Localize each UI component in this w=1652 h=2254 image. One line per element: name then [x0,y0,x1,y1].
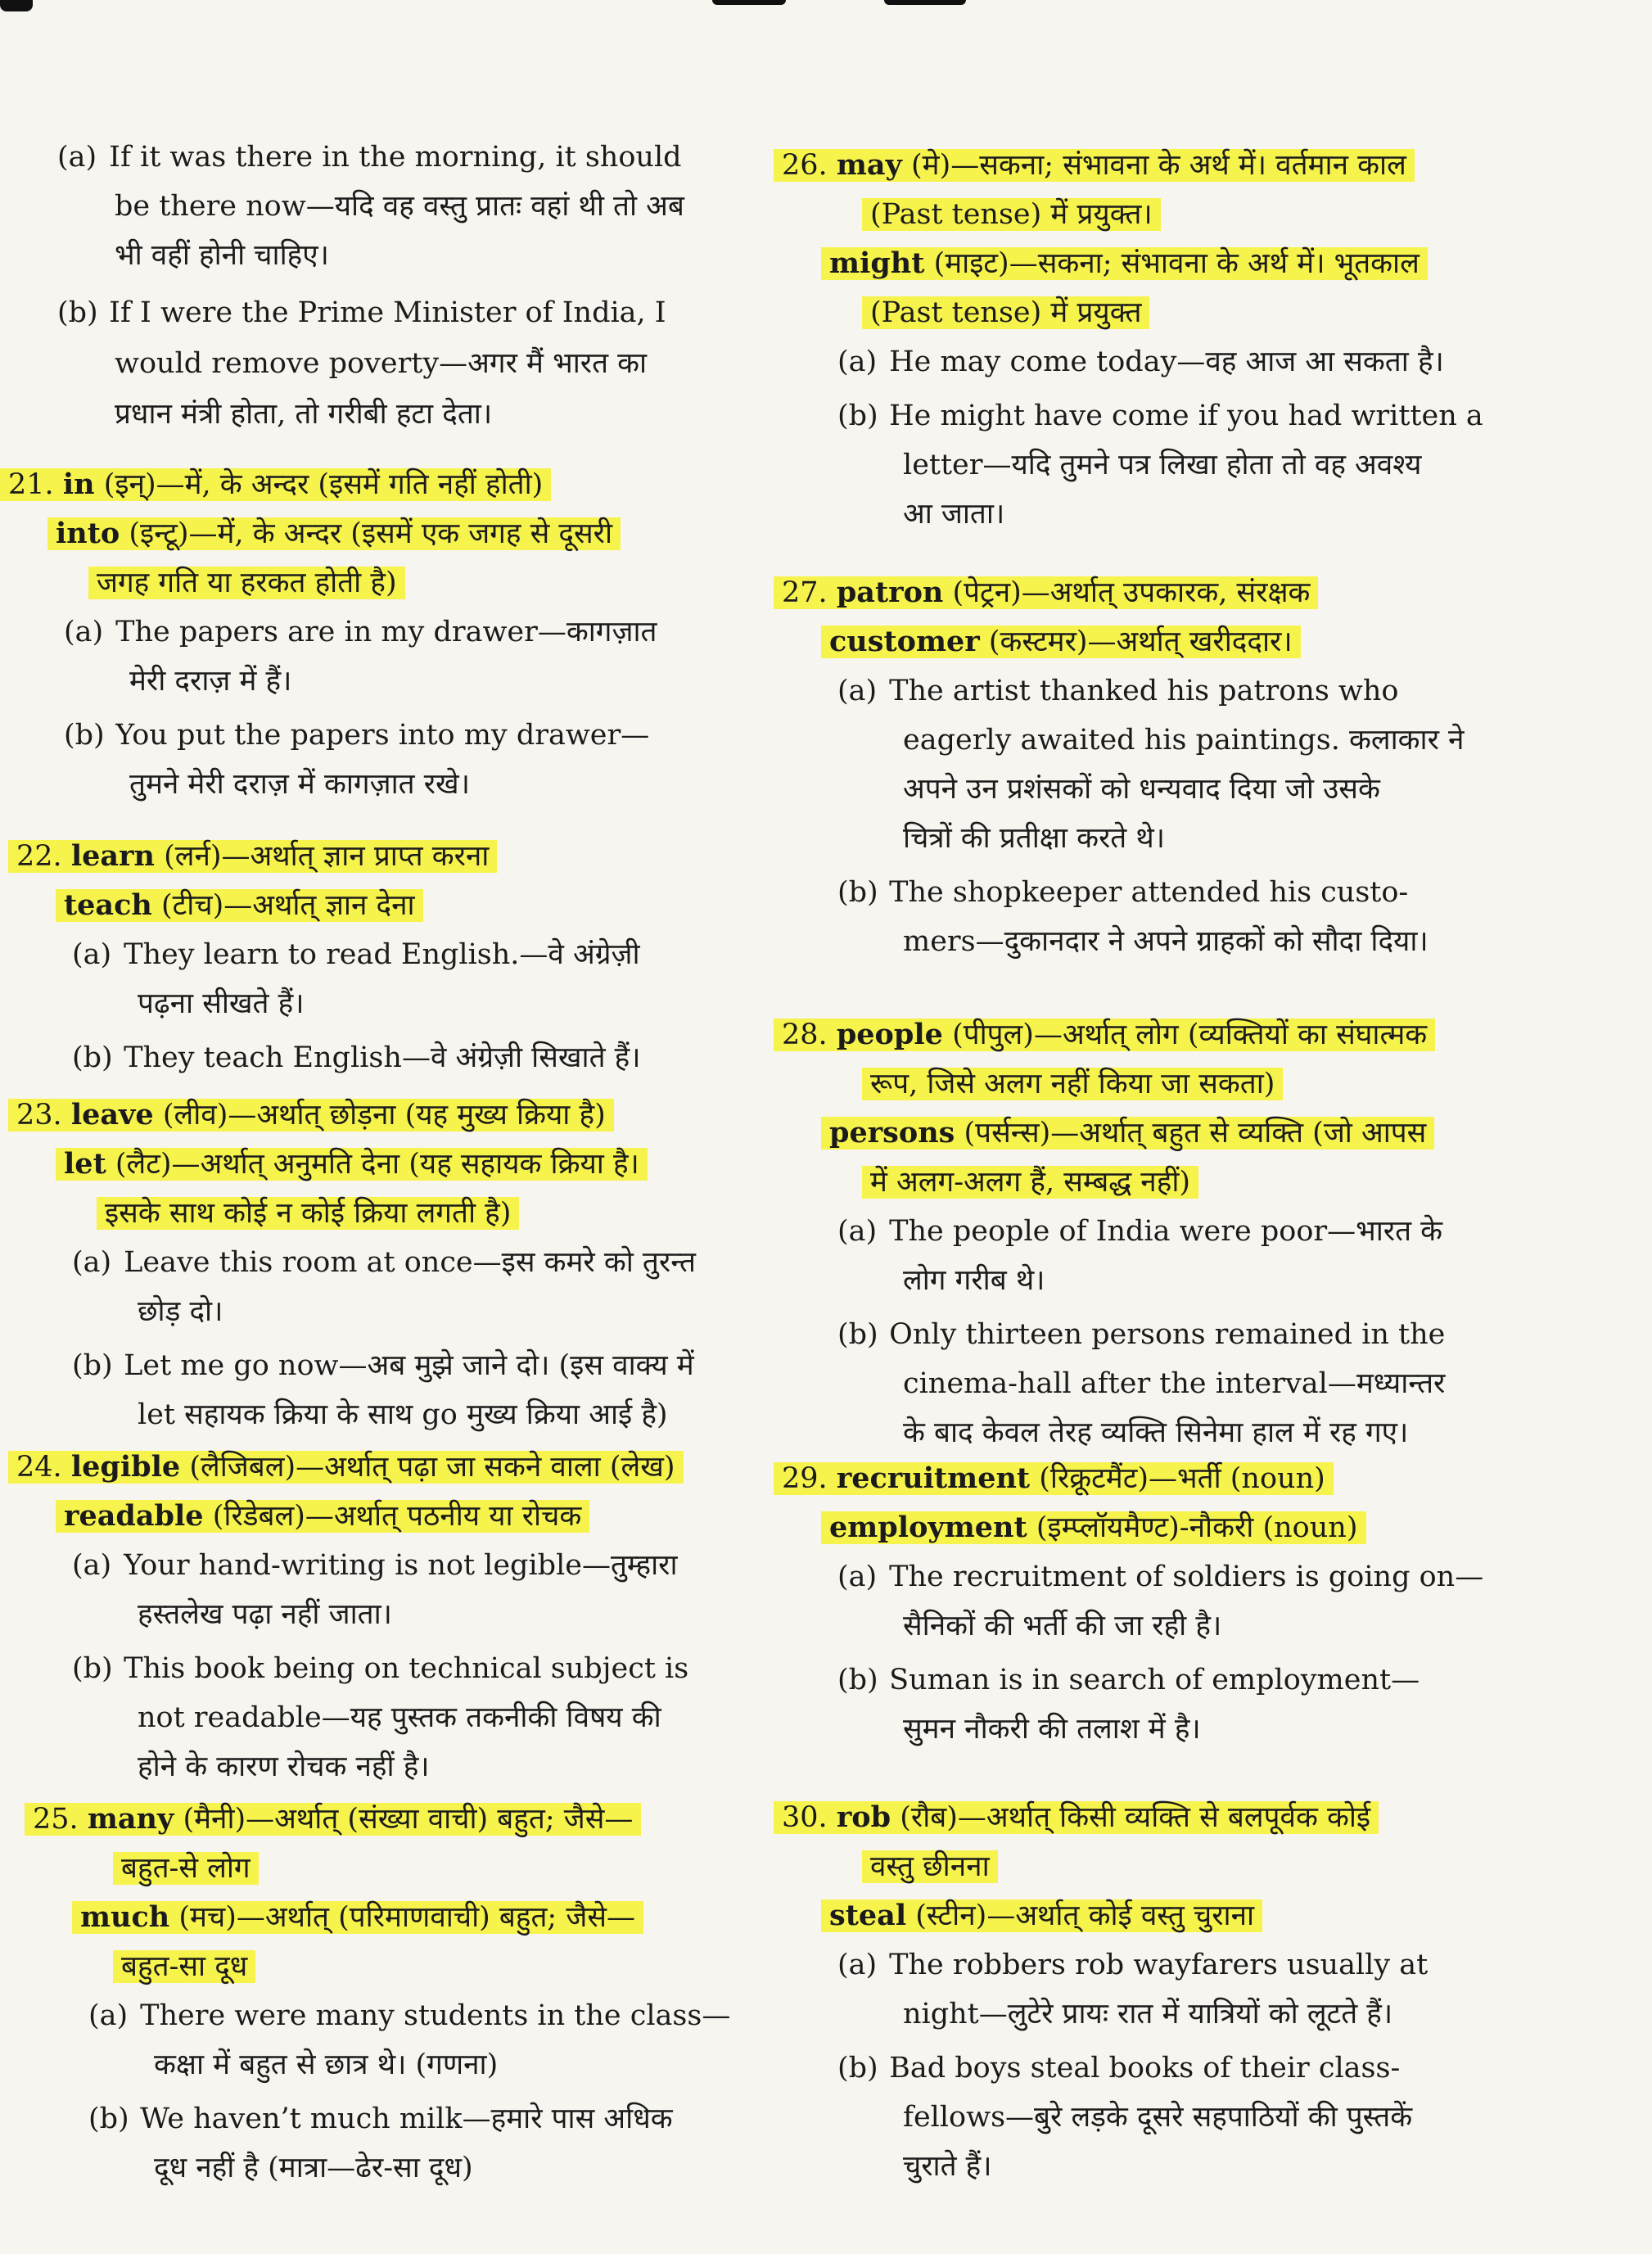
example-text: चुराते हैं। [903,2150,992,2183]
example-text: अपने उन प्रशंसकों को धन्यवाद दिया जो उसके [903,773,1380,806]
entry-line [121,1947,255,1986]
term-word: persons [829,1116,955,1150]
example-label: (a) [837,1561,878,1593]
term-meaning-cont: (Past tense) में प्रयुक्त। [862,198,1161,231]
term-meaning-cont: वस्तु छीनना [862,1850,998,1883]
example-text: He may come today—वह आज आ सकता है। [889,346,1444,378]
term-meaning-cont: बहुत-सा दूध [113,1950,255,1983]
entry-line [121,1849,259,1888]
entry-line [64,716,649,755]
entry-line [903,720,1464,760]
term-meaning: (रिक्रूटमैंट)—भर्ती (noun) [1039,1462,1325,1495]
entry-line [829,1508,1366,1547]
entry-line [138,1292,223,1331]
term-word: customer [829,625,980,658]
entry-line [829,622,1301,662]
entry-line [903,1606,1221,1646]
entry-line [80,1898,643,1937]
entry-line [837,1660,1420,1700]
entry-line [33,1800,641,1839]
term-meaning-cont: इसके साथ कोई न कोई क्रिया लगती है) [97,1197,519,1230]
term-word: learn [70,839,155,873]
term-highlight [821,1899,1262,1932]
term-meaning: (पर्सन्स)—अर्थात् बहुत से व्यक्ति (जो आपस [964,1117,1427,1150]
entry-line [8,465,551,504]
term-meaning: (लैजिबल)—अर्थात् पढ़ा जा सकने वाला (लेख) [189,1451,675,1484]
term-word: steal [829,1899,907,1932]
example-text: छोड़ दो। [138,1295,223,1328]
example-text: चित्रों की प्रतीक्षा करते थे। [903,822,1165,855]
term-highlight [774,1801,1379,1834]
entry-line [903,819,1165,858]
term-highlight [821,1117,1434,1150]
example-text: mers—दुकानदार ने अपने ग्राहकों को सौदा दिया। [903,925,1429,958]
example-text: कक्षा में बहुत से छात्र थे। (गणना) [154,2048,499,2081]
entry-line [829,244,1428,283]
cont-a-line: (a) If it was there in the morning, it should [57,141,682,174]
term-meaning-cont: रूप, जिसे अलग नहीं किया जा सकता) [862,1068,1283,1100]
term-word: many [87,1802,174,1836]
example-text: letter—यदि तुमने पत्र लिखा होता तो वह अवश्य [903,449,1422,481]
term-meaning: (इम्प्लॉयमैण्ट)-नौकरी (noun) [1036,1511,1358,1544]
example-label: (a) [72,1246,112,1279]
entry-line [56,514,621,553]
term-highlight [774,1462,1334,1495]
term-word: recruitment [836,1461,1031,1495]
entry-line [16,1448,684,1487]
term-word: into [56,517,120,550]
example-text: के बाद केवल तेरह व्यक्ति सिनेमा हाल में रह गए। [903,1416,1409,1449]
entry-number: 26. [782,149,828,182]
entry-line [903,495,1004,534]
entry-number: 29. [782,1462,828,1495]
term-word: people [836,1018,943,1051]
entry-line [903,1994,1392,2034]
example-text: हस्तलेख पढ़ा नहीं जाता। [138,1598,392,1631]
entry-line [138,1595,392,1634]
entry-line [88,2099,673,2139]
term-meaning-cont: बहुत-से लोग [113,1852,259,1885]
term-meaning: (रिडेबल)—अर्थात् पठनीय या रोचक [212,1500,582,1533]
entry-line [782,1015,1435,1055]
entry-line [97,563,405,603]
term-word: employment [829,1511,1027,1544]
entry-line [870,1163,1198,1202]
entry-line [138,984,304,1023]
scan-mark [0,0,33,11]
cont-b-line: (b) If I were the Prime Minister of India, I [57,296,666,329]
example-text: eagerly awaited his paintings. कलाकार ने [903,724,1465,757]
term-meaning: (पेट्रन)—अर्थात् उपकारक, संरक्षक [952,576,1311,609]
example-label: (a) [837,675,878,707]
entry-line [903,1261,1045,1300]
entry-line [870,1064,1283,1104]
example-text: सुमन नौकरी की तलाश में है। [903,1713,1201,1746]
entry-line [72,935,640,974]
entry-line [903,1364,1445,1403]
term-highlight [821,626,1301,658]
term-highlight [774,149,1415,182]
example-text: let सहायक क्रिया के साथ go मुख्य क्रिया आई है) [138,1398,668,1431]
entry-line [829,1113,1434,1153]
term-word: readable [64,1499,204,1533]
example-text: लोग गरीब थे। [903,1264,1045,1297]
entry-line [903,1413,1408,1452]
entry-line [782,146,1415,185]
example-text: The artist thanked his patrons who [889,675,1399,707]
example-text: तुमने मेरी दराज़ में कागज़ात रखे। [129,768,470,801]
entry-line [870,293,1149,332]
example-text: आ जाता। [903,498,1005,531]
example-label: (b) [72,1041,113,1074]
example-label: (b) [837,876,878,909]
term-word: in [62,468,95,501]
term-meaning: (मच)—अर्थात् (परिमाणवाची) बहुत; जैसे— [178,1901,635,1934]
entry-number: 23. [16,1099,62,1132]
term-highlight [821,247,1428,280]
example-text: The recruitment of soldiers is going on— [889,1561,1484,1593]
entry-line [837,2048,1400,2088]
entry-line [88,1996,730,2035]
example-text: The papers are in my drawer—कागज़ात [115,616,657,648]
entry-line [138,1747,430,1786]
entry-line [72,1649,688,1688]
entry-line [837,1945,1428,1985]
entry-line [64,886,423,925]
term-meaning: (लर्न)—अर्थात् ज्ञान प्राप्त करना [164,840,490,873]
example-text: They learn to read English.—वे अंग्रेज़ी [124,938,640,971]
term-meaning-cont: जगह गति या हरकत होती है) [88,567,405,599]
entry-line [782,573,1318,612]
term-highlight [774,576,1318,609]
term-highlight [0,468,551,501]
example-label: (a) [837,1215,878,1248]
entry-line [782,1798,1379,1837]
example-text: The robbers rob wayfarers usually at [889,1949,1429,1981]
entry-line [903,445,1421,485]
entry-line [829,1896,1262,1936]
entry-line [129,662,291,701]
entry-line [138,1698,661,1737]
example-label: (a) [72,1549,112,1582]
example-text: You put the papers into my drawer— [115,719,650,752]
term-meaning-cont: (Past tense) में प्रयुक्त [862,296,1149,329]
example-text: पढ़ना सीखते हैं। [138,987,305,1020]
entry-line [16,1095,614,1135]
entry-line [64,612,657,652]
term-highlight [774,1019,1435,1051]
entry-line [72,1546,678,1585]
example-label: (b) [837,400,878,432]
example-text: cinema-hall after the interval—मध्यान्तर [903,1367,1446,1400]
example-label: (b) [72,1349,113,1382]
term-word: patron [836,576,944,609]
example-text: सैनिकों की भर्ती की जा रही है। [903,1610,1222,1642]
example-text: Leave this room at once—इस कमरे को तुरन्त [124,1246,696,1279]
entry-line [837,671,1399,711]
entry-line [870,1847,998,1886]
term-meaning: (इन्)—में, के अन्दर (इसमें गति नहीं होती) [103,468,544,501]
example-text: The people of India were poor—भारत के [889,1215,1443,1248]
example-text: Suman is in search of employment— [889,1664,1420,1696]
example-text: They teach English—वे अंग्रेज़ी सिखाते हैं। [124,1041,641,1074]
example-text: night—लुटेरे प्रायः रात में यात्रियों को लूटते हैं। [903,1998,1393,2030]
example-label: (b) [837,2052,878,2085]
example-text: मेरी दराज़ में हैं। [129,665,292,698]
term-highlight [47,517,621,550]
term-meaning-cont: में अलग-अलग हैं, सम्बद्ध नहीं) [862,1166,1198,1199]
term-word: let [64,1147,106,1181]
entry-line [870,195,1161,234]
cont-b-line: प्रधान मंत्री होता, तो गरीबी हटा देता। [115,398,493,431]
term-meaning: (स्टीन)—अर्थात् कोई वस्तु चुराना [915,1899,1255,1932]
entry-line [837,342,1444,382]
entry-line [154,2045,498,2085]
entry-number: 27. [782,576,828,609]
term-highlight [8,1099,614,1132]
entry-line [138,1395,668,1434]
entry-number: 24. [16,1451,62,1484]
term-highlight [8,1451,684,1484]
example-label: (b) [837,1664,878,1696]
entry-line [72,1346,694,1385]
term-highlight [56,1500,589,1533]
term-highlight [8,840,497,873]
entry-line [903,2098,1412,2137]
term-word: rob [836,1800,891,1834]
example-text: Let me go now—अब मुझे जाने दो। (इस वाक्य में [124,1349,694,1382]
term-meaning: (टीच)—अर्थात् ज्ञान देना [161,889,415,922]
entry-line [837,1315,1445,1354]
term-word: teach [64,888,152,922]
entry-line [105,1194,519,1233]
term-word: legible [70,1450,181,1484]
example-text: not readable—यह पुस्तक तकनीकी विषय की [138,1701,661,1734]
term-meaning: (इन्टू)—में, के अन्दर (इसमें एक जगह से दूसरी [129,517,613,550]
term-highlight [821,1511,1366,1544]
example-label: (b) [64,719,105,752]
example-text: Only thirteen persons remained in the [889,1318,1446,1351]
entry-line [16,837,497,876]
scan-mark [712,0,786,5]
example-label: (b) [88,2103,129,2135]
term-highlight [25,1803,641,1836]
entry-number: 30. [782,1801,828,1834]
entry-line [64,1145,648,1184]
entry-line [837,1557,1483,1597]
example-text: This book being on technical subject is [124,1652,689,1685]
example-text: He might have come if you had written a [889,400,1483,432]
example-text: We haven’t much milk—हमारे पास अधिक [140,2103,673,2135]
entry-number: 28. [782,1019,828,1051]
example-label: (a) [72,938,112,971]
example-text: There were many students in the class— [140,1999,731,2032]
entry-line [903,1710,1201,1749]
example-text: Bad boys steal books of their class- [889,2052,1401,2085]
example-label: (a) [837,346,878,378]
term-meaning: (कस्टमर)—अर्थात् खरीददार। [988,626,1293,658]
entry-line [837,396,1483,436]
term-meaning: (मे)—सकना; संभावना के अर्थ में। वर्तमान काल [911,149,1406,182]
example-text: The shopkeeper attended his custo- [889,876,1409,909]
term-highlight [56,1148,648,1181]
entry-line [154,2148,473,2188]
example-text: Your hand-writing is not legible—तुम्हारा [124,1549,678,1582]
term-meaning: (लैट)—अर्थात् अनुमति देना (यह सहायक क्रिया है। [115,1148,639,1181]
cont-a-line: भी वहीं होनी चाहिए। [115,239,329,272]
entry-line [782,1459,1334,1498]
entry-line [903,922,1429,961]
term-highlight [56,889,423,922]
example-label: (b) [837,1318,878,1351]
term-word: leave [70,1098,154,1132]
term-meaning: (मैनी)—अर्थात् (संख्या वाची) बहुत; जैसे— [183,1803,634,1836]
entry-line [64,1497,589,1536]
example-label: (a) [837,1949,878,1981]
term-meaning: (माइट)—सकना; संभावना के अर्थ में। भूतकाल [933,247,1420,280]
example-label: (a) [64,616,104,648]
cont-b-line: would remove poverty—अगर मैं भारत का [115,347,648,380]
entry-line [903,2147,992,2186]
term-meaning: (रौब)—अर्थात् किसी व्यक्ति से बलपूर्वक कोई [900,1801,1371,1834]
entry-line [129,765,470,804]
entry-number: 25. [33,1803,79,1836]
term-meaning: (लीव)—अर्थात् छोड़ना (यह मुख्य क्रिया है) [162,1099,606,1132]
example-label: (b) [72,1652,113,1685]
entry-number: 22. [16,840,62,873]
entry-line [903,770,1380,809]
entry-line [72,1038,641,1077]
example-text: fellows—बुरे लड़के दूसरे सहपाठियों की पुस्तकें [903,2101,1413,2134]
entry-line [837,873,1408,912]
entry-line [72,1243,696,1282]
entry-line [837,1212,1442,1251]
term-word: might [829,246,925,280]
scan-mark [884,0,966,5]
term-meaning: (पीपुल)—अर्थात् लोग (व्यक्तियों का संघात्मक [952,1019,1428,1051]
term-highlight [72,1901,643,1934]
cont-a-line: be there now—यदि वह वस्तु प्रातः वहां थी तो अब [115,190,684,223]
entry-number: 21. [8,468,54,501]
example-label: (a) [88,1999,129,2032]
example-text: होने के कारण रोचक नहीं है। [138,1750,430,1783]
term-word: may [836,148,902,182]
term-word: much [80,1900,170,1934]
example-text: दूध नहीं है (मात्रा—ढेर-सा दूध) [154,2152,473,2184]
